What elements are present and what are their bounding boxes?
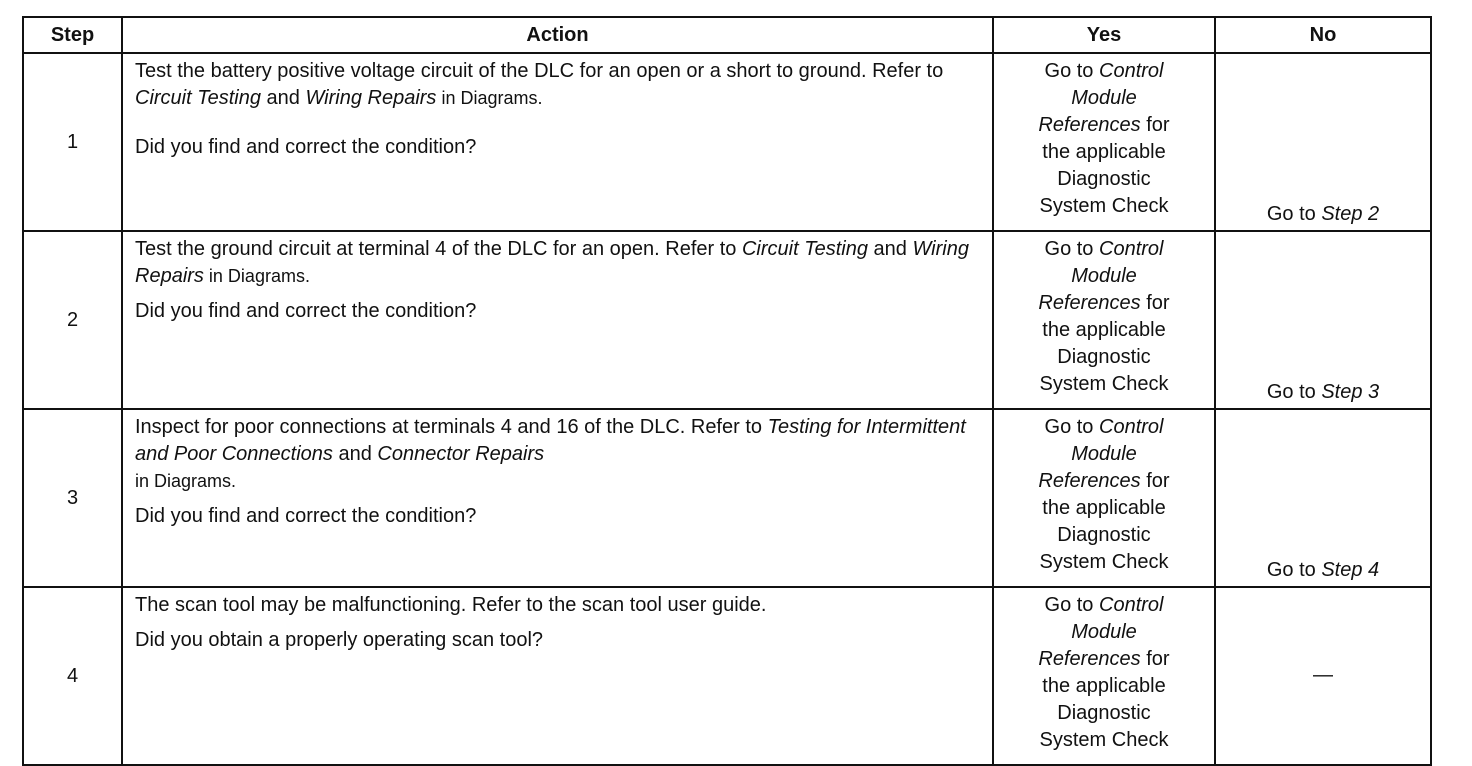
header-no: No: [1215, 17, 1431, 53]
no-cell: —: [1215, 587, 1431, 765]
action-text: Inspect for poor connections at terminals 4 and 16 of the DLC. Refer to Testing for Intermittent and Poor Connections and Connector Repairs in Diagrams.: [135, 416, 966, 491]
action-text: Test the battery positive voltage circuit of the DLC for an open or a short to ground. Refer to Circuit Testing and Wiring Repairs in Diagrams.: [135, 60, 944, 109]
action-question: Did you find and correct the condition?: [135, 136, 477, 158]
table-header-row: [23, 17, 1431, 53]
yes-cell: Go to Control Module References for the applicable Diagnostic System Check: [993, 231, 1215, 409]
action-cell: [122, 231, 993, 409]
action-cell: [122, 587, 993, 765]
step-number: 1: [23, 53, 122, 231]
header-action: Action: [122, 17, 993, 53]
no-cell: Go to Step 2: [1215, 53, 1431, 231]
step-number: 4: [23, 587, 122, 765]
table-row: [23, 231, 1431, 409]
header-step: Step: [23, 17, 122, 53]
action-text: The scan tool may be malfunctioning. Refer to the scan tool user guide.: [135, 594, 767, 616]
step-number: 2: [23, 231, 122, 409]
step-number: 3: [23, 409, 122, 587]
table-row: [23, 587, 1431, 765]
action-question: Did you find and correct the condition?: [135, 505, 477, 527]
no-cell: Go to Step 4: [1215, 409, 1431, 587]
action-cell: [122, 53, 993, 231]
action-question: Did you obtain a properly operating scan tool?: [135, 629, 544, 651]
diagnostic-table: [22, 16, 1432, 766]
no-cell: Go to Step 3: [1215, 231, 1431, 409]
table-row: [23, 409, 1431, 587]
yes-cell: Go to Control Module References for the applicable Diagnostic System Check: [993, 409, 1215, 587]
header-yes: Yes: [993, 17, 1215, 53]
action-text: Test the ground circuit at terminal 4 of the DLC for an open. Refer to Circuit Testing and Wiring Repairs in Diagrams.: [135, 238, 969, 287]
action-cell: [122, 409, 993, 587]
table-row: [23, 53, 1431, 231]
action-question: Did you find and correct the condition?: [135, 300, 477, 322]
yes-cell: Go to Control Module References for the applicable Diagnostic System Check: [993, 587, 1215, 765]
yes-cell: Go to Control Module References for the applicable Diagnostic System Check: [993, 53, 1215, 231]
